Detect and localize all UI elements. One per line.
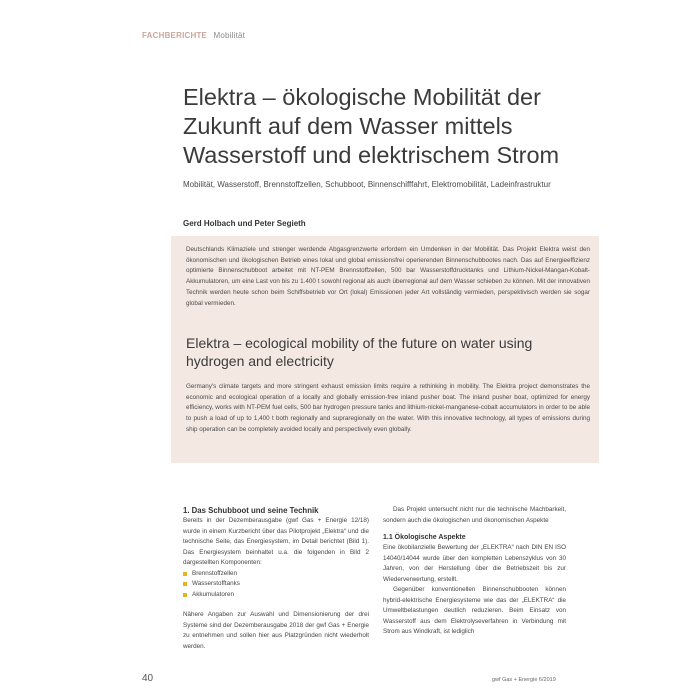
bullet-icon — [183, 572, 187, 576]
right-paragraph-2: Eine ökobilanzielle Bewertung der „ELEKTRA“ nach DIN EN ISO 14040/14044 wurde über den kompletten Lebenszyklus von 30 Jahren, von der Herstellung über die Betriebszeit bis zur Wiederverwertung, erstellt. — [383, 544, 566, 583]
right-paragraph-3: Gegenüber konventionellen Binnenschubbooten können hybrid-elektrische Energiesysteme wie das der „ELEKTRA“ die Umweltbelastungen deutlich reduzieren. Beim Einsatz von Wasserstoff aus dem Elektrolyseverfahren in Verbindung mit Strom aus Windkraft, ist lediglich — [383, 586, 566, 635]
section-tag — [142, 31, 245, 40]
section-heading-1-1: 1.1 Ökologische Aspekte — [383, 534, 466, 541]
right-paragraph-1: Das Projekt untersucht nicht nur die technische Machbarkeit, sondern auch die ökologischen und ökonomischen Aspekte — [383, 506, 566, 524]
page-number: 40 — [142, 673, 154, 684]
abstract-german: Deutschlands Klimaziele und strenger werdende Abgasgrenzwerte erfordern ein Umdenken in der Mobilität. Das Projekt Elektra weist den ökonomischen und ökologischen Betrieb eines lokal und global emissionsfrei operierenden Binnenschubbootes nach. Das auf Energieeffizienz optimierte Binnenschubboot arbeitet mit NT-PEM Brennstoffzellen, 500 bar Wasserstoffdrucktanks und Lithium-Nickel-Mangan-Kobalt-Akkumulatoren, um eine Last von bis zu 1.400 t sowohl regional als auch überregional auf dem Wasser schieben zu können. Mit der innovativen Technik werden heute schon beim Schiffsbetrieb vor Ort (lokal) Emissionen jeder Art vollständig vermieden, perspektivisch werden sie sogar global vermieden. — [186, 246, 590, 307]
abstract-english: Germany's climate targets and more stringent exhaust emission limits require a rethinking in mobility. The Elektra project demonstrates the economic and ecological operation of a locally and globally emission-free inland pusher boat. The inland pusher boat, optimized for energy efficiency, works with NT-PEM fuel cells, 500 bar hydrogen pressure tanks and lithium-nickel-manganese-cobalt accumulators in order to be able to push a load of up to 1,400 t both regionally and supraregionally on the water. With this innovative technology, all types of emissions during ship operation can be completely avoided locally and perspectively even globally. — [186, 383, 590, 433]
component-list — [183, 569, 369, 601]
right-column — [383, 505, 566, 638]
keywords: Mobilität, Wasserstoff, Brennstoffzellen, Schubboot, Binnenschifffahrt, Elektromobilität, Ladeinfrastruktur — [183, 180, 551, 189]
english-title: Elektra – ecological mobility of the future on water using hydrogen and electricity — [186, 335, 533, 369]
list-item: Akkumulatoren — [183, 590, 369, 601]
list-item: Brennstoffzellen — [183, 569, 369, 580]
left-closing-paragraph: Nähere Angaben zur Auswahl und Dimensionierung der drei Systeme sind der Dezemberausgabe 2018 der gwf Gas + Energie zu entnehmen und sollen hier aus Platzgründen nicht wiederholt werden. — [183, 611, 369, 650]
bullet-icon — [183, 582, 187, 586]
article-title: Elektra – ökologische Mobilität der Zukunft auf dem Wasser mittels Wasserstoff und elektrischem Strom — [183, 84, 560, 168]
list-item: Wasserstofftanks — [183, 579, 369, 590]
journal-footer: gwf Gas + Energie 6/2019 — [492, 677, 556, 683]
left-column — [183, 505, 369, 652]
section-subcategory: Mobilität — [213, 31, 246, 40]
bullet-icon — [183, 593, 187, 597]
section-heading-1: 1. Das Schubboot und seine Technik — [183, 506, 319, 515]
authors: Gerd Holbach und Peter Segieth — [183, 219, 306, 228]
left-intro-paragraph: Bereits in der Dezemberausgabe (gwf Gas + Energie 12/18) wurde in einem Kurzbericht über das Pilotprojekt „Elektra“ und die technische Seite, das Energiesystem, im Detail berichtet (Bild 1). Das Energiesystem beinhaltet u.a. die folgenden in Bild 2 dargestellten Komponenten: — [183, 517, 369, 566]
section-category: FACHBERICHTE — [142, 31, 208, 40]
